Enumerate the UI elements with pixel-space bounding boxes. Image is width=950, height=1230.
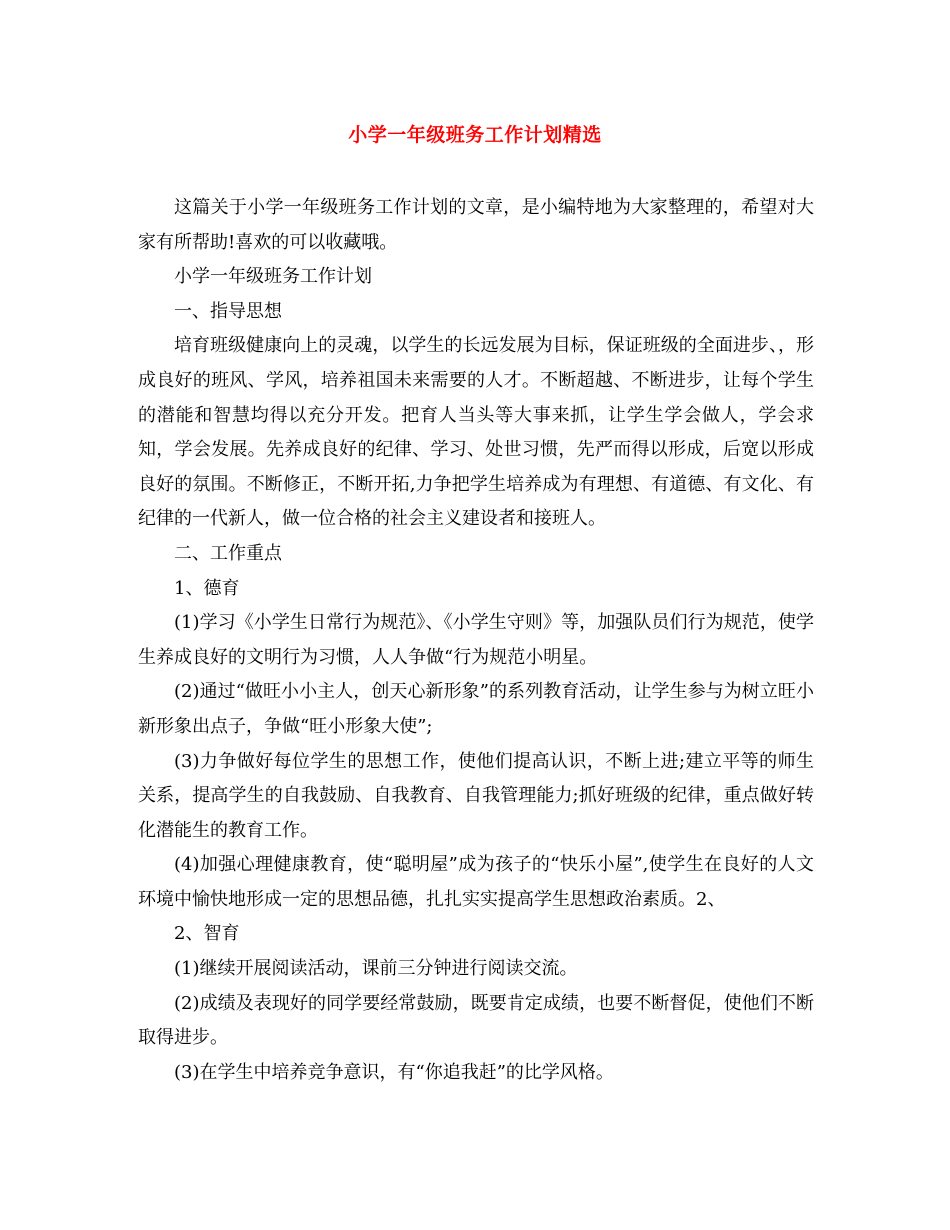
document-body <box>138 191 814 1090</box>
section-heading-guiding-thought: 一、指导思想 <box>174 300 282 322</box>
moral-item-1: (1)学习《小学生日常行为规范》、《小学生守则》等，加强队员们行为规范，使学生养成良好的文明行为习惯，人人争做“行为规范小明星。 <box>138 612 814 668</box>
document-title: 小学一年级班务工作计划精选 <box>348 124 602 146</box>
intro-paragraph: 这篇关于小学一年级班务工作计划的文章，是小编特地为大家整理的，希望对大家有所帮助!喜欢的可以收藏哦。 <box>138 197 814 253</box>
subsection-heading-moral-education: 1、德育 <box>174 577 240 599</box>
intellectual-item-3: (3)在学生中培养竞争意识，有“你追我赶”的比学风格。 <box>174 1061 614 1083</box>
subsection-heading-intellectual-education: 2、智育 <box>174 923 240 945</box>
moral-item-4: (4)加强心理健康教育，使“聪明屋”成为孩子的“快乐小屋”,使学生在良好的人文环境中愉快地形成一定的思想品德，扎扎实实提高学生思想政治素质。2、 <box>138 854 814 910</box>
intellectual-item-2: (2)成绩及表现好的同学要经常鼓励，既要肯定成绩，也要不断督促，使他们不断取得进步。 <box>138 992 814 1049</box>
plan-heading: 小学一年级班务工作计划 <box>174 266 372 288</box>
guiding-thought-paragraph: 培育班级健康向上的灵魂，以学生的长远发展为目标，保证班级的全面进步、，形成良好的班风、学风，培养祖国未来需要的人才。不断超越、不断进步，让每个学生的潜能和智慧均得以充分开发。把育人当头等大事来抓，让学生学会做人，学会求知，学会发展。先养成良好的纪律、学习、处世习惯，先严而得以形成，后宽以形成良好的氛围。不断修正，不断开拓,力争把学生培养成为有理想、有道德、有文化、有纪律的一代新人，做一位合格的社会主义建设者和接班人。 <box>138 335 814 530</box>
section-heading-work-focus: 二、工作重点 <box>174 542 282 564</box>
moral-item-3: (3)力争做好每位学生的思想工作，使他们提高认识，不断上进;建立平等的师生关系，提高学生的自我鼓励、自我教育、自我管理能力;抓好班级的纪律，重点做好转化潜能生的教育工作。 <box>138 750 814 841</box>
moral-item-2: (2)通过“做旺小小主人，创天心新形象”的系列教育活动，让学生参与为树立旺小新形象出点子，争做“旺小形象大使”; <box>138 681 814 737</box>
intellectual-item-1: (1)继续开展阅读活动，课前三分钟进行阅读交流。 <box>174 958 578 980</box>
